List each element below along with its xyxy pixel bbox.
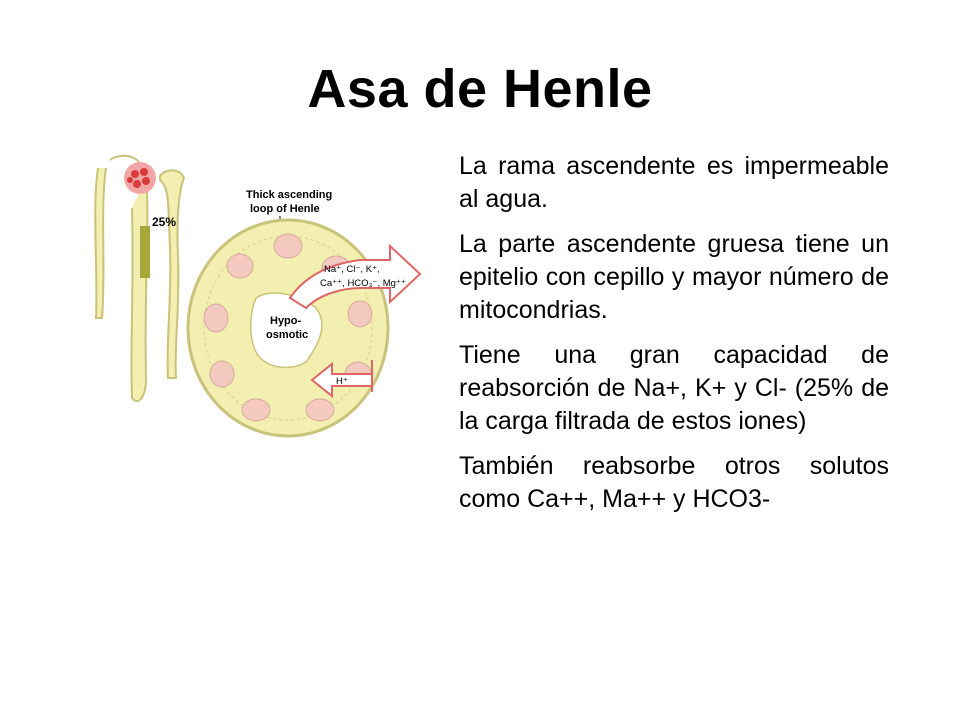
slide-title: Asa de Henle <box>307 59 653 119</box>
thick-ascending-segment <box>140 226 150 278</box>
lumen-label-line2: osmotic <box>266 329 309 341</box>
body-text <box>459 150 889 528</box>
percent-label: 25% <box>152 215 177 229</box>
segment-label-line2: loop of Henle <box>250 203 320 215</box>
glomerulus-icon <box>124 162 156 194</box>
lumen-label-line1: Hypo- <box>270 315 302 327</box>
paragraph-3: Tiene una gran capacidad de reabsorción de Na+, K+ y Cl- (25% de la carga filtrada de estos iones) <box>459 341 889 435</box>
henle-loop-illustration <box>80 148 460 478</box>
ions-line1: Na⁺, Cl⁻, K⁺, <box>324 264 380 275</box>
henle-loop-figure <box>80 148 460 478</box>
ions-line2: Ca⁺⁺, HCO₃⁻, Mg⁺⁺ <box>320 278 406 289</box>
paragraph-1: La rama ascendente es impermeable al agua. <box>459 152 889 213</box>
segment-label-line1: Thick ascending <box>246 189 333 201</box>
hydrogen-label: H⁺ <box>336 376 348 387</box>
paragraph-2: La parte ascendente gruesa tiene un epitelio con cepillo y mayor número de mitocondrias. <box>459 230 889 324</box>
paragraph-4: También reabsorbe otros solutos como Ca++, Ma++ y HCO3- <box>459 452 889 513</box>
